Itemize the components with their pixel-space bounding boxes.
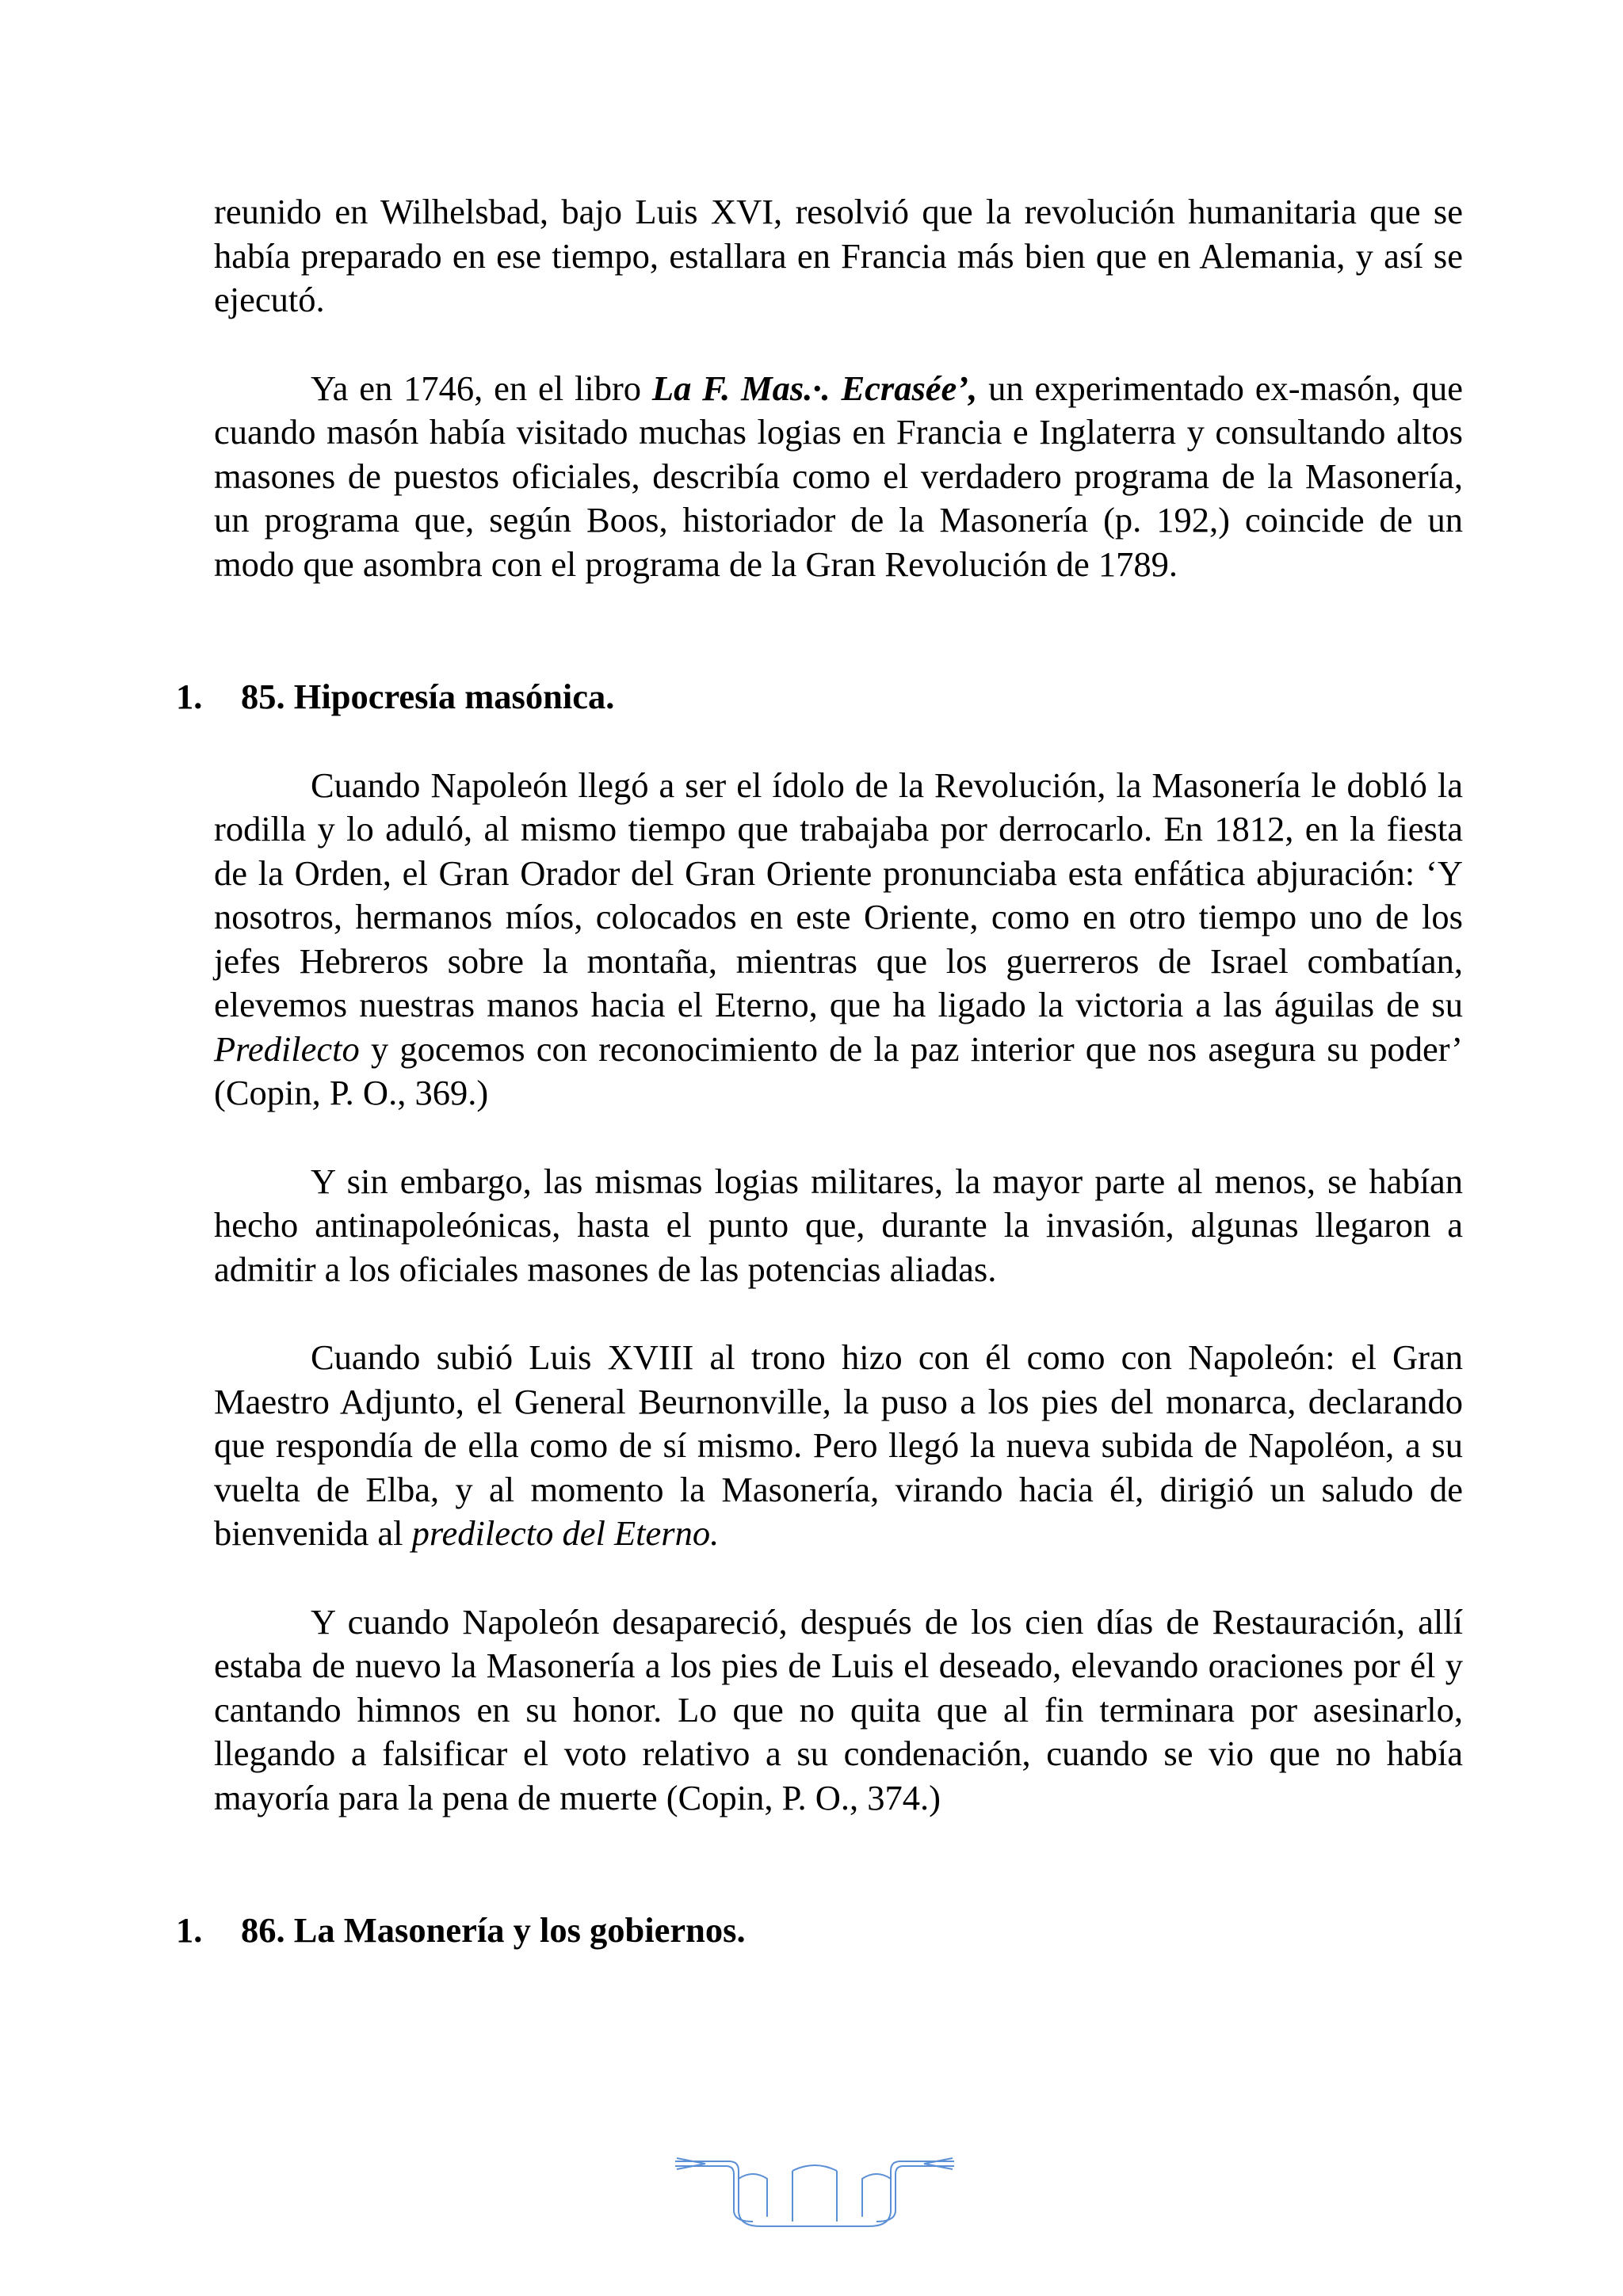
- block-0: [214, 190, 1463, 322]
- heading-number: 1.: [176, 1910, 203, 1950]
- heading-number: 1.: [176, 677, 203, 716]
- text-segment: Ya en 1746, en el libro: [311, 368, 652, 408]
- text-segment: Cuando Napoleón llegó a ser el ídolo de la Revolución, la Masonería le dobló la rodilla y lo aduló, al mismo tiempo que trabajaba por derrocarlo. En 1812, en la fiesta de la Orden, el Gran Orador del Gran Oriente pronunciaba esta enfática abjuración: ‘Y nosotros, hermanos míos, colocados en este Oriente, como en otro tiempo uno de los jefes Hebreros sobre la montaña, mientras que los guerreros de Israel combatían, elevemos nuestras manos hacia el Eterno, que ha ligado la victoria a las águilas de su: [214, 765, 1463, 1024]
- section-heading-85: [176, 675, 1425, 719]
- text-segment: un experimentado ex-masón, que cuando masón había visitado muchas logias en Francia e Inglaterra y consultando altos masones de puestos oficiales, describía como el verdadero programa de la Masonería, un programa que, según Boos, historiador de la Masonería (p. 192,) coincide de un modo que asombra con el programa de la Gran Revolución de 1789.: [214, 368, 1463, 584]
- block-6: [214, 1600, 1463, 1821]
- text-segment: Cuando subió Luis XVIII al trono hizo con él como con Napoleón: el Gran Maestro Adjunto, el General Beurnonville, la puso a los pies del monarca, declarando que respondía de ella como de sí mismo. Pero llegó la nueva subida de Napoléon, a su vuelta de Elba, y al momento la Masonería, virando hacia él, dirigió un saludo de bienvenida al: [214, 1337, 1463, 1553]
- block-4: [214, 1160, 1463, 1292]
- heading-text: 86. La Masonería y los gobiernos.: [241, 1910, 746, 1950]
- section-heading-86: [176, 1909, 1425, 1953]
- italic-word: Predilecto: [214, 1028, 360, 1069]
- book-title: La F. Mas.·. Ecrasée’,: [651, 368, 978, 408]
- block-3: [214, 764, 1463, 1116]
- heading-text: 85. Hipocresía masónica.: [241, 677, 615, 716]
- text-segment: y gocemos con reconocimiento de la paz interior que nos asegura su poder’ (Copin, P. O., 369.): [214, 1028, 1463, 1112]
- italic-phrase: predilecto del Eterno.: [411, 1513, 720, 1553]
- decorative-scroll-ornament-icon: [674, 2155, 956, 2231]
- text-segment: reunido en Wilhelsbad, bajo Luis XVI, resolvió que la revolución humanitaria que se había preparado en ese tiempo, estallara en Francia más bien que en Alemania, y así se ejecutó.: [214, 192, 1463, 319]
- block-1: [214, 367, 1463, 587]
- text-segment: Y sin embargo, las mismas logias militares, la mayor parte al menos, se habían hecho antinapoleónicas, hasta el punto que, durante la invasión, algunas llegaron a admitir a los oficiales masones de las potencias aliadas.: [214, 1161, 1463, 1289]
- text-segment: Y cuando Napoleón desapareció, después de los cien días de Restauración, allí estaba de nuevo la Masonería a los pies de Luis el deseado, elevando oraciones por él y cantando himnos en su honor. Lo que no quita que al fin terminara por asesinarlo, llegando a falsificar el voto relativo a su condenación, cuando se vio que no había mayoría para la pena de muerte (Copin, P. O., 374.): [214, 1601, 1463, 1817]
- document-page: [176, 190, 1463, 1953]
- block-5: [214, 1336, 1463, 1556]
